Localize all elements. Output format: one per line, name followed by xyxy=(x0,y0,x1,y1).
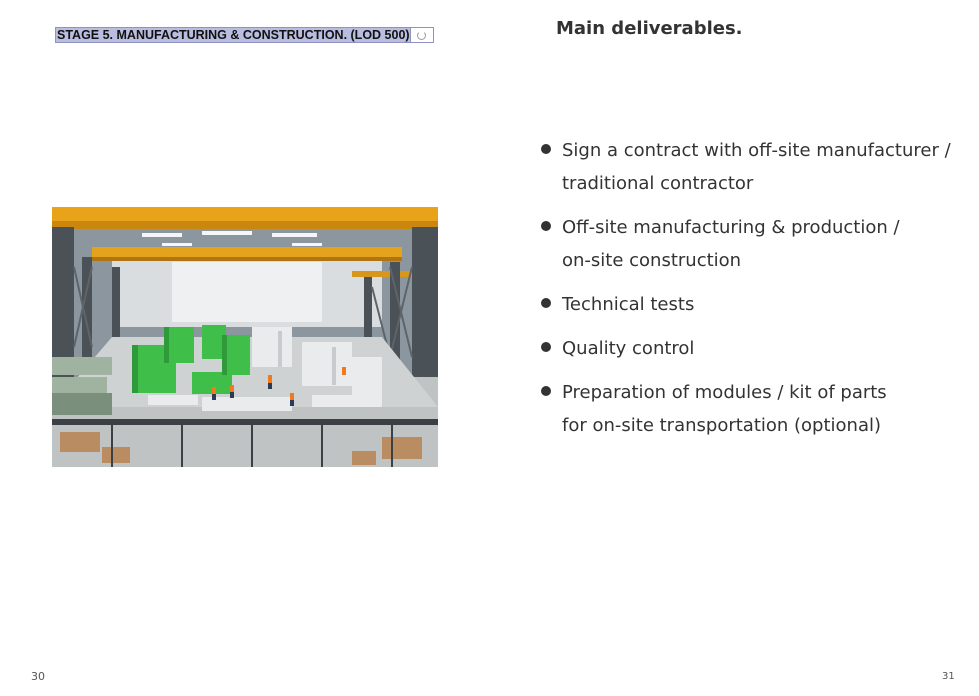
list-item-line: traditional contractor xyxy=(562,173,754,194)
stage-header[interactable] xyxy=(55,27,434,43)
page-number-left: 30 xyxy=(31,670,45,683)
list-item-line: on-site construction xyxy=(562,250,742,271)
factory-photo xyxy=(52,207,438,467)
list-item xyxy=(540,134,960,200)
list-item xyxy=(540,376,960,442)
bullet-icon xyxy=(541,144,551,154)
list-item-line: Preparation of modules / kit of parts xyxy=(562,382,887,403)
list-item-line: Quality control xyxy=(562,338,695,359)
stage-header-tail[interactable] xyxy=(410,28,433,42)
section-title: Main deliverables. xyxy=(556,18,743,39)
list-item-line: Technical tests xyxy=(562,294,695,315)
deliverables-list xyxy=(540,134,960,453)
list-item-line: Off-site manufacturing & production / xyxy=(562,217,900,238)
list-item-line: Sign a contract with off-site manufacturer / xyxy=(562,140,951,161)
refresh-icon xyxy=(417,31,426,40)
list-item-line: for on-site transportation (optional) xyxy=(562,415,882,436)
stage-header-label: STAGE 5. MANUFACTURING & CONSTRUCTION. (LOD 500) xyxy=(57,28,410,42)
bullet-icon xyxy=(541,298,551,308)
list-item xyxy=(540,211,960,277)
list-item xyxy=(540,288,960,321)
factory-photo-drawing xyxy=(52,207,438,467)
bullet-icon xyxy=(541,221,551,231)
bullet-icon xyxy=(541,342,551,352)
bullet-icon xyxy=(541,386,551,396)
page-number-right: 31 xyxy=(942,671,955,682)
list-item xyxy=(540,332,960,365)
